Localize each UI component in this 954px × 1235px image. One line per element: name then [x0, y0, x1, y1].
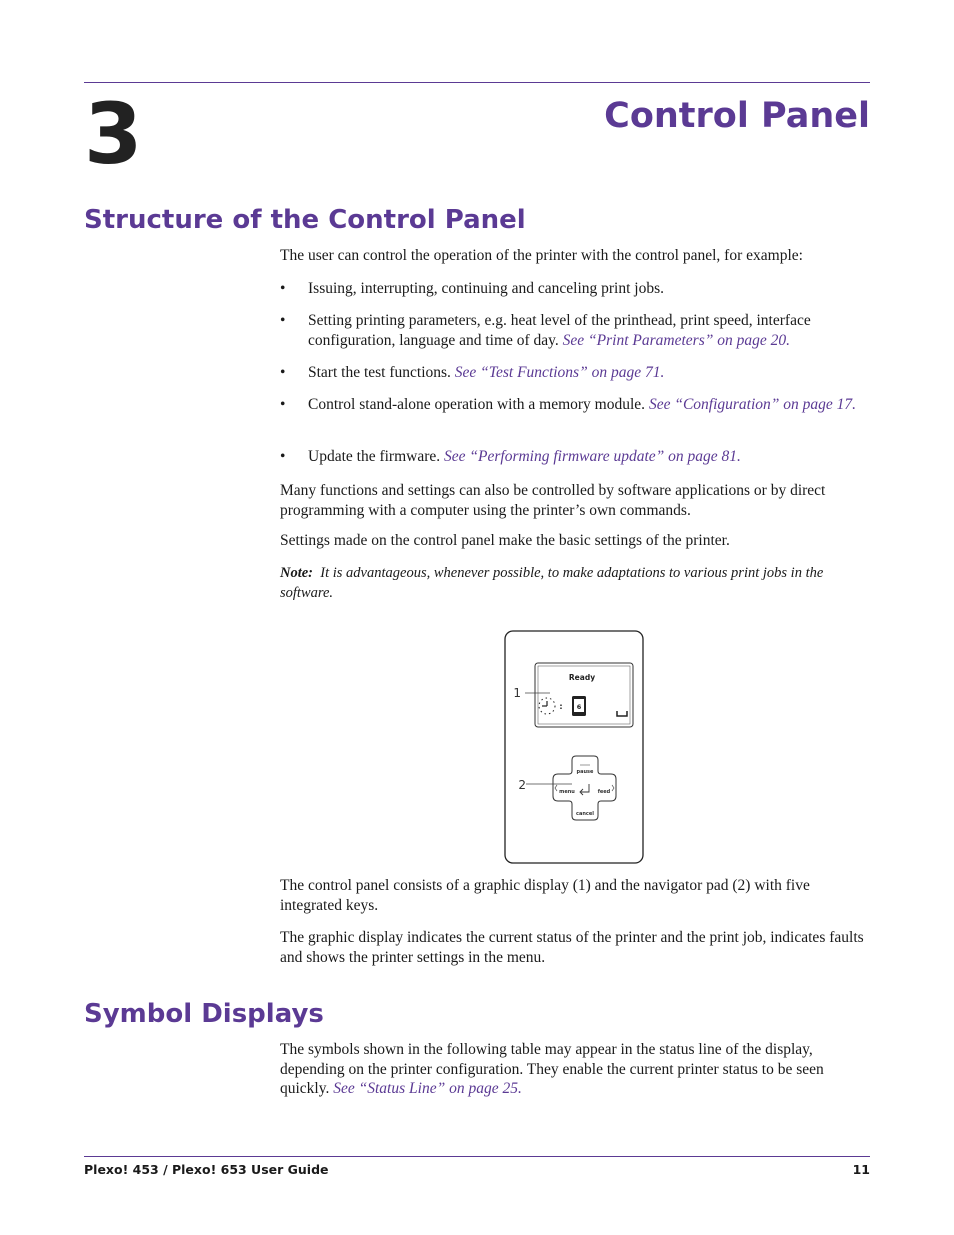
- cross-reference-link[interactable]: See “Test Functions” on page 71.: [454, 364, 665, 381]
- bullet-dot: •: [280, 364, 286, 381]
- chapter-title: Control Panel: [604, 96, 870, 136]
- bullet-dot: •: [280, 312, 286, 329]
- list-item-text: Issuing, interrupting, continuing and canceling print jobs.: [308, 280, 665, 297]
- bullet-dot: •: [280, 396, 286, 413]
- pause-key[interactable]: pause: [576, 769, 594, 775]
- section-heading-symbols: Symbol Displays: [84, 999, 324, 1029]
- functions-paragraph: Many functions and settings can also be controlled by software applications or by direct programming with a computer using the printer’s own commands.: [280, 482, 826, 519]
- panel-description-paragraph: The control panel consists of a graphic display (1) and the navigator pad (2) with five integrated keys.: [280, 877, 810, 914]
- display-colon: :: [559, 702, 563, 711]
- chapter-number: 3: [84, 85, 141, 183]
- symbols-paragraph: The symbols shown in the following table may appear in the status line of the display, depending on the printer configuration. They enable the current printer status to be seen quickly. See “Status Line” on page 25.: [280, 1041, 824, 1097]
- header-rule: [84, 82, 870, 83]
- control-panel-figure: [500, 628, 650, 868]
- callout-number-2: 2: [518, 778, 526, 792]
- settings-paragraph: Settings made on the control panel make the basic settings of the printer.: [280, 532, 730, 549]
- footer-rule: [84, 1156, 870, 1157]
- intro-paragraph: The user can control the operation of the printer with the control panel, for example:: [280, 247, 803, 264]
- list-item-text: Start the test functions. See “Test Functions” on page 71.: [308, 364, 665, 381]
- bullet-dot: •: [280, 448, 286, 465]
- cross-reference-link[interactable]: See “Print Parameters” on page 20.: [562, 331, 790, 349]
- menu-key[interactable]: menu: [559, 789, 575, 795]
- cross-reference-link[interactable]: See “Performing firmware update” on page 81.: [444, 448, 741, 465]
- cancel-key[interactable]: cancel: [576, 811, 594, 817]
- cross-reference-link[interactable]: See “Configuration” on page 17.: [648, 396, 857, 413]
- callout-number-1: 1: [513, 686, 521, 700]
- footer-guide-title: Plexo! 453 / Plexo! 653 User Guide: [84, 1162, 329, 1177]
- note-label: Note:: [280, 565, 314, 581]
- list-item-text: Update the firmware. See “Performing firmware update” on page 81.: [308, 448, 741, 465]
- note-text: It is advantageous, whenever possible, to make adaptations to various print jobs in the software.: [280, 565, 824, 601]
- cross-reference-link[interactable]: See “Status Line” on page 25.: [333, 1080, 522, 1097]
- memory-card-number: 6: [576, 703, 582, 711]
- display-status-text: Ready: [568, 673, 596, 682]
- display-description-paragraph: The graphic display indicates the current status of the printer and the print job, indicates faults and shows the printer settings in the menu.: [280, 929, 864, 966]
- memory-card-icon: [572, 696, 586, 716]
- footer-page-number: 11: [852, 1162, 870, 1177]
- bullet-dot: •: [280, 280, 286, 297]
- section-heading-structure: Structure of the Control Panel: [84, 205, 526, 235]
- note-paragraph: [280, 564, 872, 603]
- feed-key[interactable]: feed: [597, 789, 611, 795]
- control-panel-illustration: [500, 628, 650, 868]
- list-item-text: Setting printing parameters, e.g. heat level of the printhead, print speed, interface configuration, language and time of day. See “Print Parameters” on page 20.: [308, 312, 811, 349]
- list-item-text: Control stand-alone operation with a memory module. See “Configuration” on page 17.: [308, 396, 857, 413]
